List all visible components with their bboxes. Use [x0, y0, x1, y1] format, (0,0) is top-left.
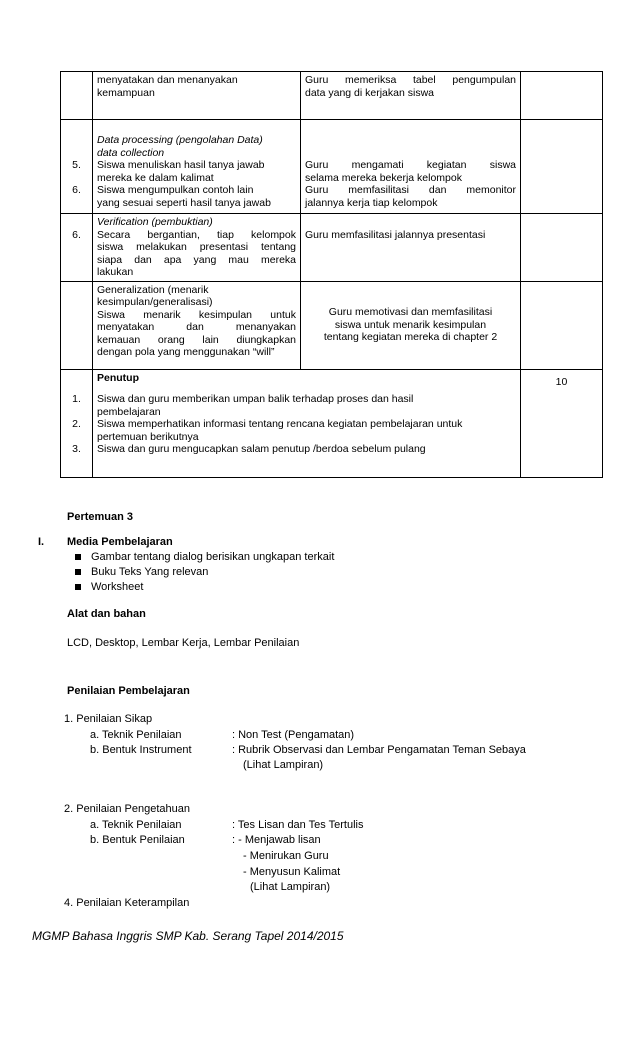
row-number-cell: 6. — [61, 214, 93, 282]
activity-cell: menyatakan dan menanyakan kemampuan — [93, 72, 301, 120]
list-item: Worksheet — [73, 580, 493, 595]
closing-cell: Penutup Siswa dan guru memberikan umpan balik terhadap proses dan hasil pembelajaran Siswa memperhatikan informasi tentang rencana kegiatan pembelajaran untuk pertemuan berikutnya Siswa dan guru mengucapkan salam penutup /berdoa sebelum pulang — [93, 369, 521, 477]
knowledge-b-value-2: - Menirukan Guru — [243, 850, 329, 862]
list-item: Buku Teks Yang relevan — [73, 565, 493, 580]
knowledge-b-value-4: (Lihat Lampiran) — [250, 881, 331, 893]
time-cell — [521, 281, 603, 369]
list-item: Gambar tentang dialog berisikan ungkapan terkait — [73, 550, 493, 565]
lesson-table — [60, 71, 603, 478]
media-list — [73, 550, 493, 595]
teacher-cell: Guru memotivasi dan memfasilitasi siswa untuk menarik kesimpulan tentang kegiatan mereka di chapter 2 — [301, 281, 521, 369]
page-footer: MGMP Bahasa Inggris SMP Kab. Serang Tapel 2014/2015 — [32, 929, 344, 943]
activity-cell: Generalization (menarik kesimpulan/generalisasi) Siswa menarik kesimpulan untuk menyatakan dan menanyakan kemauan orang lain diungkapkan dengan pola yang menggunakan “will” — [93, 281, 301, 369]
knowledge-a-label: a. Teknik Penilaian — [90, 819, 182, 831]
knowledge-a-value: : Tes Lisan dan Tes Tertulis — [232, 819, 364, 831]
time-cell — [521, 72, 603, 120]
closing-time: 10 — [555, 375, 568, 388]
activity-cell: Verification (pembuktian) Secara bergantian, tiap kelompok siswa melakukan presentasi tentang siapa dan apa yang mau mereka lakukan — [93, 214, 301, 282]
teacher-cell: Guru memfasilitasi jalannya presentasi — [301, 214, 521, 282]
meeting-title: Pertemuan 3 — [67, 511, 134, 523]
attitude-a-label: a. Teknik Penilaian — [90, 729, 182, 741]
knowledge-b-value-3: - Menyusun Kalimat — [243, 866, 341, 878]
time-cell — [521, 214, 603, 282]
tools-title: Alat dan bahan — [67, 608, 146, 620]
media-numeral: I. — [38, 536, 45, 548]
time-cell — [521, 120, 603, 214]
activity-cell: Data processing (pengolahan Data) data collection Siswa menuliskan hasil tanya jawab mereka ke dalam kalimat Siswa mengumpulkan contoh lain yang sesuai seperti hasil tanya jawab — [93, 120, 301, 214]
table-row — [61, 281, 603, 369]
tools-text: LCD, Desktop, Lembar Kerja, Lembar Penilaian — [67, 637, 300, 649]
attitude-b-value-2: (Lihat Lampiran) — [243, 759, 324, 771]
knowledge-b-value: : - Menjawab lisan — [232, 834, 321, 846]
time-cell — [521, 369, 603, 477]
table-row — [61, 120, 603, 214]
row-number-cell — [61, 281, 93, 369]
media-title: Media Pembelajaran — [67, 536, 173, 548]
phase-heading: Data processing (pengolahan Data) — [97, 134, 263, 146]
skill-label: 4. Penilaian Keterampilan — [64, 897, 190, 909]
table-row — [61, 72, 603, 120]
attitude-b-label: b. Bentuk Instrument — [90, 744, 192, 756]
attitude-b-value: : Rubrik Observasi dan Lembar Pengamatan Teman Sebaya — [232, 744, 526, 756]
row-number-cell — [61, 72, 93, 120]
phase-heading: Generalization (menarik — [97, 283, 209, 296]
knowledge-b-label: b. Bentuk Penilaian — [90, 834, 185, 846]
attitude-a-value: : Non Test (Pengamatan) — [232, 729, 355, 741]
teacher-cell: Guru mengamati kegiatan siswa selama mereka bekerja kelompok Guru memfasilitasi dan memonitor jalannya kerja tiap kelompok — [301, 120, 521, 214]
row-number-cell: 1. 2. 3. — [61, 369, 93, 477]
assessment-title: Penilaian Pembelajaran — [67, 685, 190, 697]
table-row — [61, 214, 603, 282]
teacher-cell: Guru memeriksa tabel pengumpulan data yang di kerjakan siswa — [301, 72, 521, 120]
attitude-label: 1. Penilaian Sikap — [64, 713, 153, 725]
phase-heading: Verification (pembuktian) — [97, 216, 213, 228]
knowledge-label: 2. Penilaian Pengetahuan — [64, 803, 190, 815]
table-row — [61, 369, 603, 477]
row-number-cell: 5. 6. — [61, 120, 93, 214]
closing-heading: Penutup — [97, 371, 139, 384]
